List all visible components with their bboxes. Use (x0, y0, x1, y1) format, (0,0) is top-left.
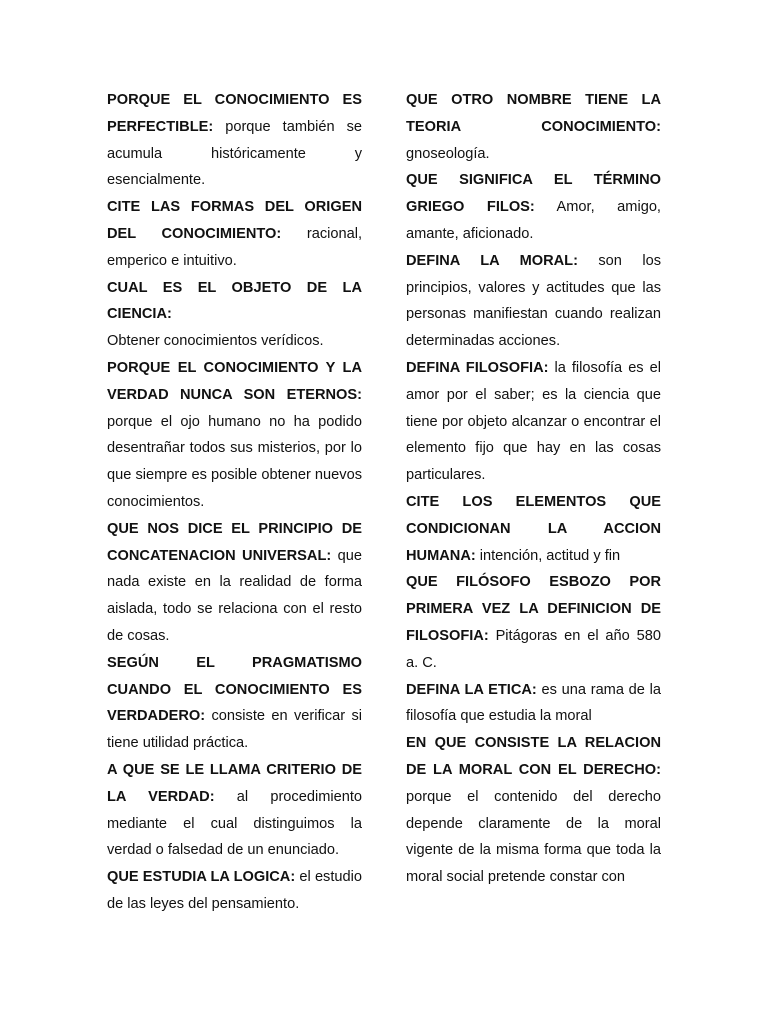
question-text: A QUE SE LE LLAMA CRITERIO DE LA VERDAD: (107, 761, 362, 805)
qa-entry-moral (406, 248, 661, 355)
question-text: PORQUE EL CONOCIMIENTO ES PERFECTIBLE: (107, 92, 362, 135)
answer-text: porque el contenido del derecho depende claramente de la moral vigente de la misma forma que toda la moral social pretende constar con (406, 788, 661, 886)
answer-text: Amor, amigo, amante, aficionado. (406, 199, 661, 242)
right-column (406, 87, 661, 891)
qa-entry-perfectible (107, 87, 362, 194)
qa-entry-accion-humana (406, 489, 661, 569)
qa-entry-concatenacion (107, 516, 362, 650)
left-column (107, 87, 362, 918)
qa-entry-filos (406, 167, 661, 247)
qa-entry-ciencia (107, 275, 362, 355)
question-text: QUE OTRO NOMBRE TIENE LA TEORIA CONOCIMIENTO: (406, 92, 661, 135)
qa-entry-filosofia (406, 355, 661, 489)
answer-text: porque también se acumula históricamente y esencialmente. (107, 118, 362, 189)
qa-entry-verdad-eterna (107, 355, 362, 516)
question-text: QUE FILÓSOFO ESBOZO POR PRIMERA VEZ LA DEFINICION DE FILOSOFIA: (406, 574, 661, 644)
question-text: PORQUE EL CONOCIMIENTO Y LA VERDAD NUNCA SON ETERNOS: (107, 359, 362, 403)
answer-text: es una rama de la filosofía que estudia la moral (406, 681, 661, 725)
question-text: QUE ESTUDIA LA LOGICA: (107, 869, 296, 886)
answer-text: al procedimiento mediante el cual distinguimos la verdad o falsedad de un enunciado. (107, 788, 362, 859)
question-text: DEFINA FILOSOFIA: (406, 359, 549, 376)
qa-entry-origen (107, 194, 362, 274)
answer-text: el estudio de las leyes del pensamiento. (107, 869, 363, 912)
question-text: QUE SIGNIFICA EL TÉRMINO GRIEGO FILOS: (406, 172, 661, 216)
answer-text: racional, emperico e intuitivo. (107, 225, 363, 269)
answer-text: la filosofía es el amor por el saber; es la ciencia que tiene por objeto alcanzar o encontrar el elemento fijo que hay en las cosas particulares. (406, 359, 661, 484)
question-text: EN QUE CONSISTE LA RELACION DE LA MORAL CON EL DERECHO: (406, 735, 661, 778)
answer-text: gnoseología. (406, 145, 490, 162)
qa-entry-pragmatismo (107, 650, 362, 757)
question-text: CUAL ES EL OBJETO DE LA CIENCIA: (107, 279, 362, 323)
qa-entry-etica (406, 677, 661, 731)
qa-entry-pitagoras (406, 569, 661, 676)
answer-text: intención, actitud y fin (475, 547, 621, 564)
question-text: SEGÚN EL PRAGMATISMO CUANDO EL CONOCIMIENTO ES VERDADERO: (107, 654, 362, 725)
qa-entry-teoria (406, 87, 661, 167)
qa-entry-derecho (406, 730, 661, 891)
answer-text: consiste en verificar si tiene utilidad práctica. (107, 708, 362, 752)
qa-entry-criterio (107, 757, 362, 864)
question-text: DEFINA LA ETICA: (406, 681, 537, 698)
question-text: CITE LAS FORMAS DEL ORIGEN DEL CONOCIMIENTO: (107, 199, 362, 242)
question-text: CITE LOS ELEMENTOS QUE CONDICIONAN LA ACCION HUMANA: (406, 493, 661, 564)
answer-text: Obtener conocimientos verídicos. (107, 333, 324, 350)
question-text: DEFINA LA MORAL: (406, 252, 578, 269)
answer-text: porque el ojo humano no ha podido desentrañar todos sus misterios, por lo que siempre es posible obtener nuevos conocimientos. (107, 413, 362, 510)
question-text: QUE NOS DICE EL PRINCIPIO DE CONCATENACION UNIVERSAL: (107, 520, 362, 564)
answer-text: Pitágoras en el año 580 a. C. (406, 627, 661, 671)
answer-text: que nada existe en la realidad de forma aislada, todo se relaciona con el resto de cosas. (107, 547, 362, 644)
qa-entry-logica (107, 864, 362, 918)
answer-text: son los principios, valores y actitudes que las personas manifiestan cuando realizan determinadas acciones. (406, 252, 661, 350)
